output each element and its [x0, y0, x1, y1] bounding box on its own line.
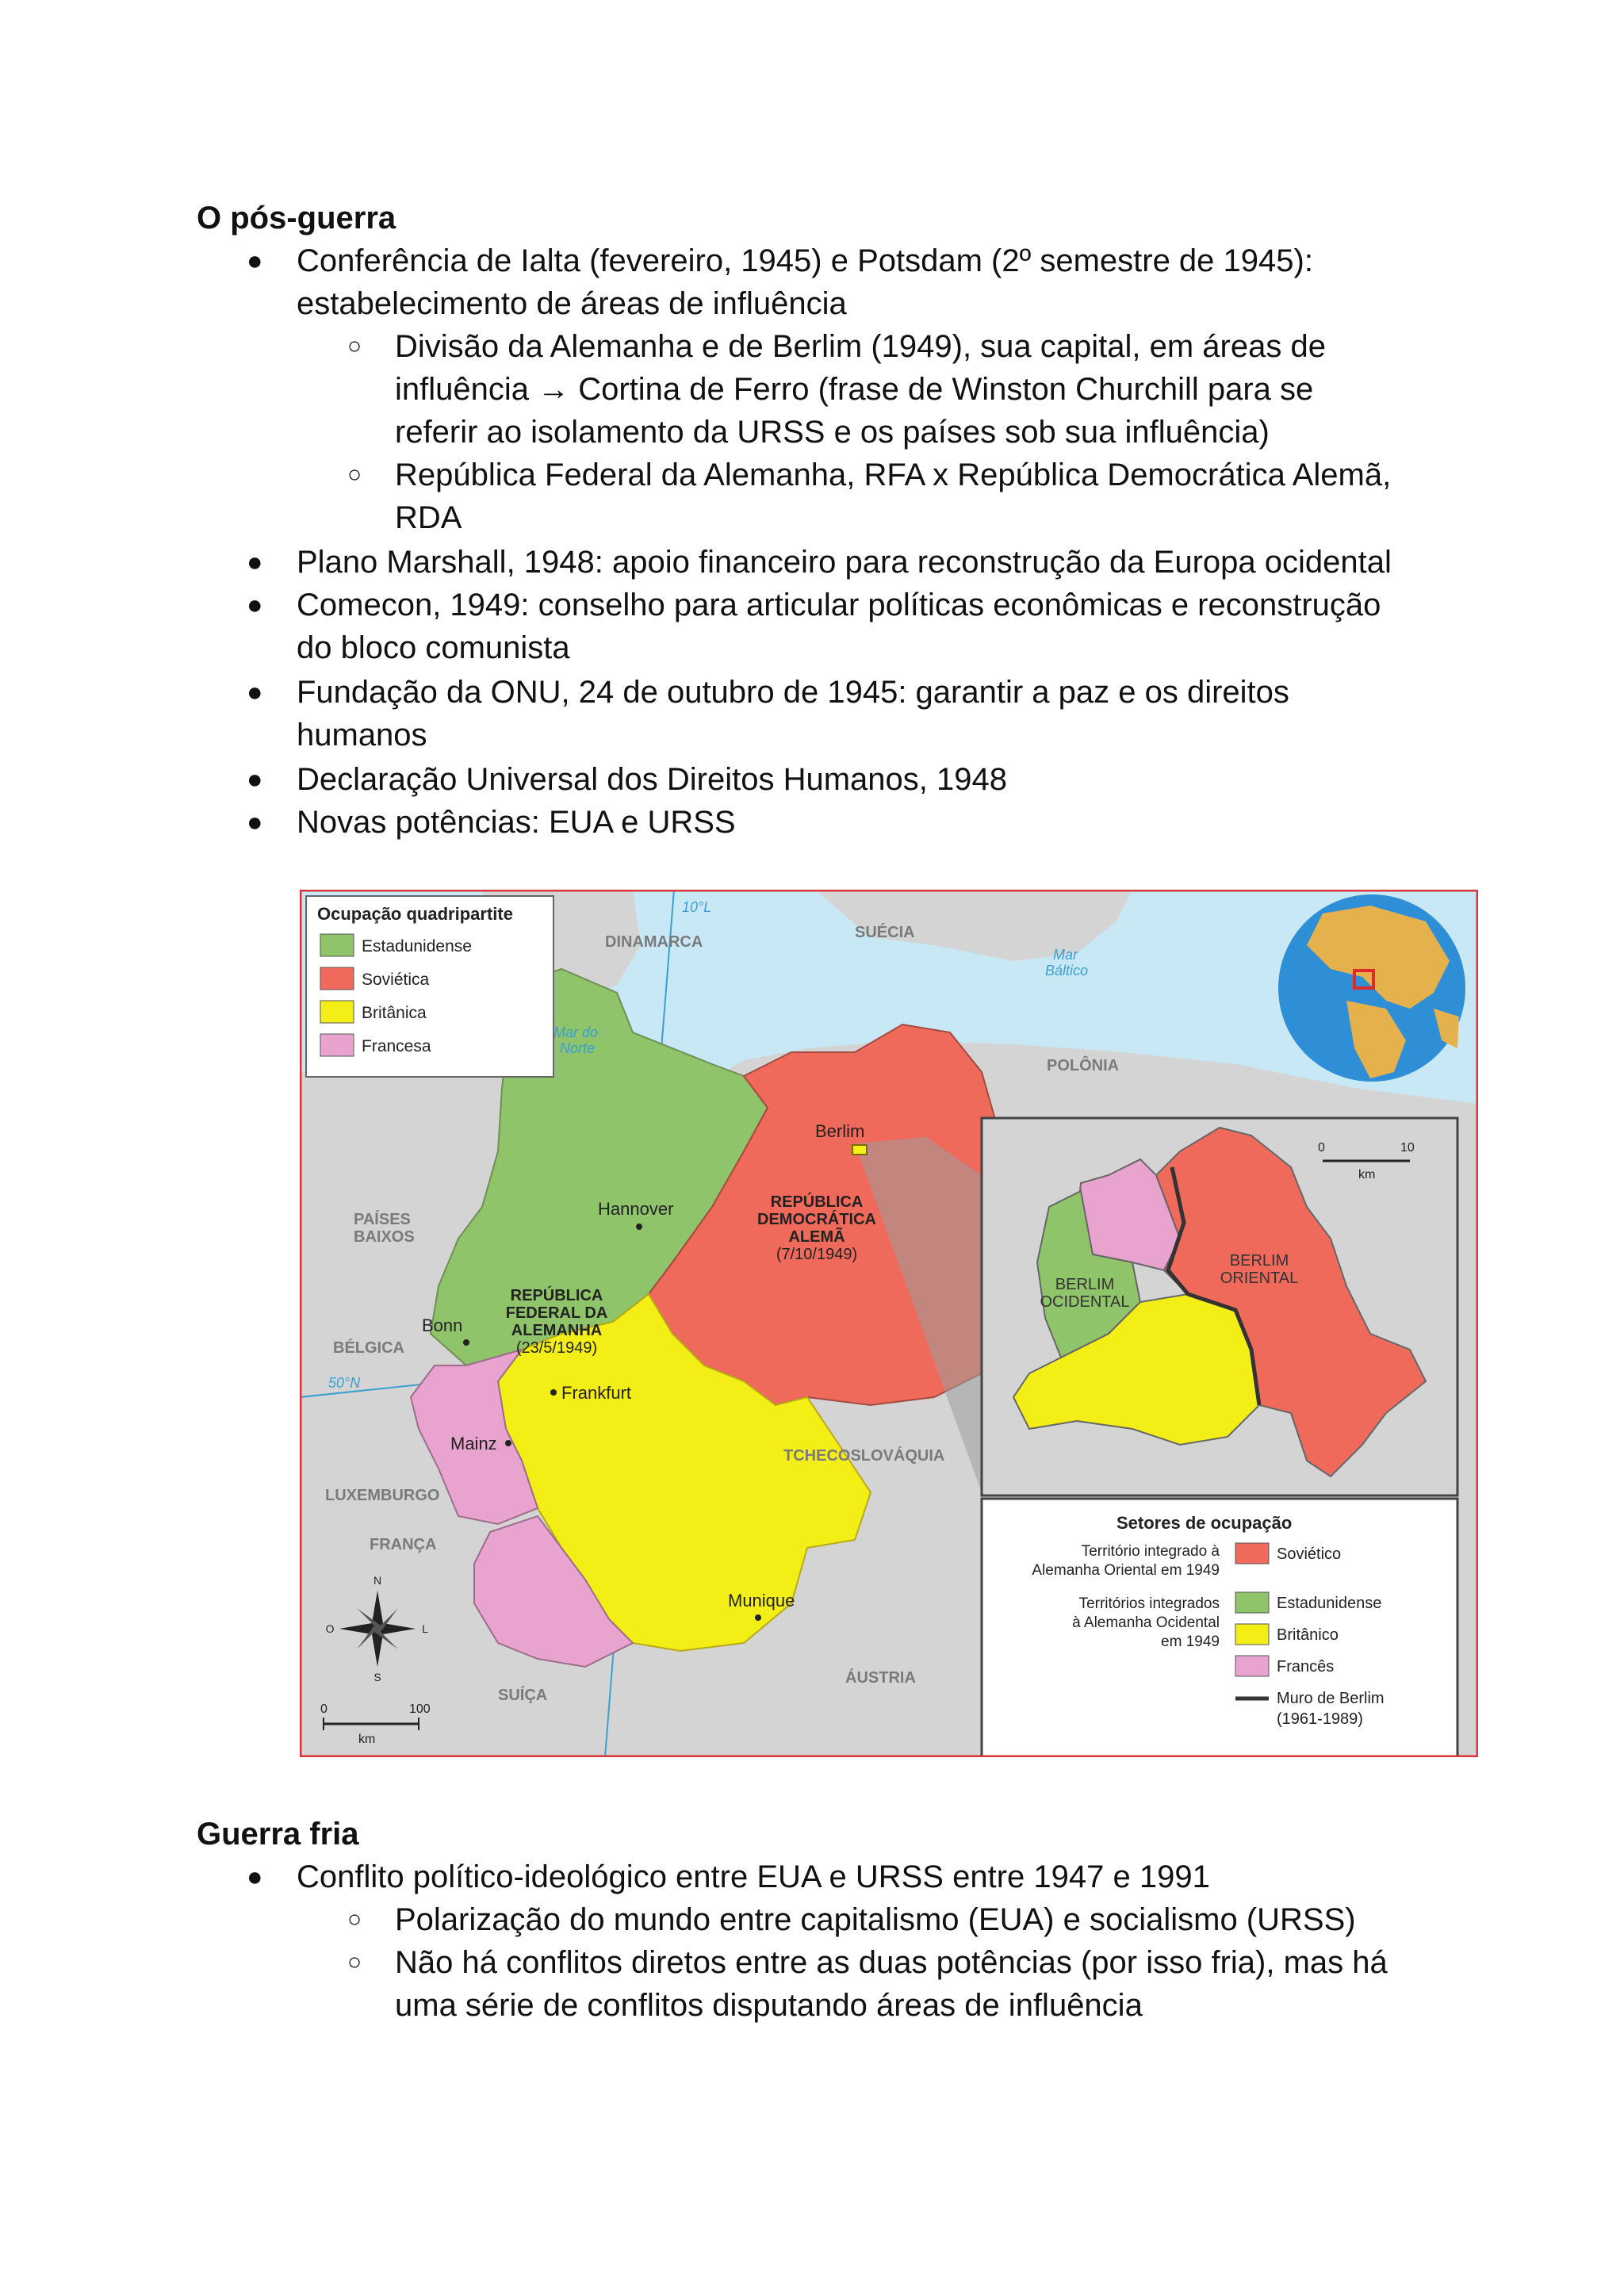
label-rfa-3: ALEMANHA: [511, 1322, 603, 1339]
label-polonia: POLÔNIA: [1047, 1057, 1120, 1074]
label-hannover: Hannover: [598, 1199, 674, 1219]
legend-swatch-soviet: [320, 967, 354, 990]
sector-swatch-french: [1235, 1656, 1269, 1676]
legend-label-french: Francesa: [362, 1037, 431, 1055]
sub-item-text: uma série de conflitos disputando áreas de influência: [395, 1988, 1143, 2023]
list-item-text: Novas potências: EUA e URSS: [297, 805, 736, 840]
bullet-dot: ●: [247, 677, 263, 707]
list-item-text: Comecon, 1949: conselho para articular políticas econômicas e reconstrução: [297, 588, 1381, 622]
bullet-dot: ●: [247, 764, 263, 795]
label-paises-baixos-2: BAIXOS: [354, 1228, 415, 1246]
city-dot-mainz: [505, 1440, 511, 1446]
label-rda-2: DEMOCRÁTICA: [757, 1211, 876, 1228]
legend-swatch-british: [320, 1001, 354, 1023]
map-legend: [306, 896, 553, 1077]
inset-scale-10: 10: [1400, 1141, 1415, 1155]
legend-label-british: Britânica: [362, 1004, 427, 1022]
label-dinamarca: DINAMARCA: [605, 933, 703, 951]
list-item-text: Conflito político-ideológico entre EUA e URSS entre 1947 e 1991: [297, 1859, 1210, 1894]
label-mar-norte-1: Mar do: [553, 1024, 599, 1040]
sector-swatch-us: [1235, 1592, 1269, 1613]
label-rda-3: ALEMÃ: [788, 1228, 845, 1246]
label-belgica: BÉLGICA: [333, 1339, 404, 1357]
list-item-text: Conferência de Ialta (fevereiro, 1945) e Potsdam (2º semestre de 1945):: [297, 243, 1313, 278]
list-item-text: Declaração Universal dos Direitos Humanos, 1948: [297, 762, 1007, 797]
compass-s: S: [373, 1671, 381, 1683]
label-rfa-2: FEDERAL DA: [505, 1304, 608, 1322]
sector-swatch-soviet: [1235, 1543, 1269, 1564]
label-rda-4: (7/10/1949): [776, 1246, 858, 1263]
label-rfa-4: (23/5/1949): [515, 1339, 598, 1357]
list-item-text: Fundação da ONU, 24 de outubro de 1945: garantir a paz e os direitos: [297, 675, 1289, 710]
east-caption-1: Território integrado à: [1081, 1543, 1220, 1560]
compass-l: L: [422, 1622, 428, 1635]
sector-label-french: Francês: [1277, 1658, 1335, 1676]
sub-bullet-circle: ○: [347, 461, 362, 488]
label-frankfurt: Frankfurt: [561, 1383, 632, 1403]
germany-occupation-map: [300, 890, 1478, 1757]
sub-item-text: Não há conflitos diretos entre as duas potências (por isso fria), mas há: [395, 1945, 1388, 1980]
label-meridian: 10°L: [682, 899, 712, 915]
label-austria: ÁUSTRIA: [845, 1669, 916, 1687]
compass-o: O: [325, 1622, 335, 1635]
label-luxemburgo: LUXEMBURGO: [325, 1487, 440, 1504]
inset-label-east-2: ORIENTAL: [1220, 1270, 1299, 1287]
sector-swatch-british: [1235, 1624, 1269, 1645]
label-suica: SUÍÇA: [498, 1687, 548, 1704]
label-mar-norte-2: Norte: [560, 1040, 596, 1056]
berlin-inset: [982, 1118, 1457, 1496]
scale-label-0: 0: [320, 1702, 327, 1716]
wall-label-2: (1961-1989): [1277, 1710, 1363, 1728]
bullet-dot: ●: [247, 1862, 263, 1892]
berlin-marker: [852, 1145, 867, 1155]
sub-bullet-circle: ○: [347, 1949, 362, 1975]
east-caption-2: Alemanha Oriental em 1949: [1032, 1562, 1220, 1579]
city-dot-munique: [755, 1614, 761, 1621]
legend-label-us: Estadunidense: [362, 937, 472, 956]
legend-title: Ocupação quadripartite: [317, 904, 513, 924]
section-heading-pos-guerra: O pós-guerra: [197, 201, 396, 236]
label-tchecoslovaquia: TCHECOSLOVÁQUIA: [783, 1447, 945, 1465]
sub-item-text: República Federal da Alemanha, RFA x República Democrática Alemã,: [395, 458, 1392, 492]
list-item-text: humanos: [297, 718, 427, 753]
label-rda-1: REPÚBLICA: [770, 1193, 864, 1211]
label-mar-baltico-1: Mar: [1053, 947, 1078, 963]
scale-label-100: 100: [409, 1702, 431, 1716]
inset-label-west-1: BERLIM: [1055, 1276, 1115, 1293]
wall-label-1: Muro de Berlim: [1277, 1690, 1385, 1707]
list-item-text: do bloco comunista: [297, 630, 570, 665]
sector-label-soviet: Soviético: [1277, 1545, 1342, 1563]
sub-item-text: influência → Cortina de Ferro (frase de Winston Churchill para se: [395, 372, 1314, 407]
sector-label-british: Britânico: [1277, 1626, 1339, 1644]
list-item-text: estabelecimento de áreas de influência: [297, 286, 847, 321]
label-mainz: Mainz: [450, 1434, 497, 1453]
globe-icon: [1278, 894, 1465, 1082]
sub-item-text: Polarização do mundo entre capitalismo (EUA) e socialismo (URSS): [395, 1902, 1356, 1937]
west-caption-1: Territórios integrados: [1078, 1595, 1220, 1612]
sub-item-text: RDA: [395, 500, 462, 535]
label-franca: FRANÇA: [370, 1536, 437, 1553]
sub-bullet-circle: ○: [347, 1906, 362, 1932]
city-dot-hannover: [636, 1224, 642, 1230]
label-parallel: 50°N: [328, 1375, 361, 1391]
city-dot-frankfurt: [550, 1389, 557, 1396]
compass-n: N: [373, 1574, 382, 1587]
sectors-legend: [982, 1499, 1457, 1757]
sub-item-text: referir ao isolamento da URSS e os países sob sua influência): [395, 415, 1270, 450]
bullet-dot: ●: [247, 590, 263, 620]
sectors-legend-title: Setores de ocupação: [1116, 1513, 1293, 1533]
sub-item-text: Divisão da Alemanha e de Berlim (1949), sua capital, em áreas de: [395, 329, 1326, 364]
section-heading-guerra-fria: Guerra fria: [197, 1817, 359, 1852]
inset-label-east-1: BERLIM: [1229, 1252, 1289, 1270]
inset-label-west-2: OCIDENTAL: [1040, 1293, 1130, 1311]
label-paises-baixos-1: PAÍSES: [354, 1211, 411, 1228]
label-bonn: Bonn: [422, 1316, 463, 1335]
inset-scale-0: 0: [1318, 1141, 1325, 1155]
label-mar-baltico-2: Báltico: [1045, 963, 1089, 978]
label-munique: Munique: [728, 1591, 795, 1610]
city-dot-bonn: [463, 1339, 469, 1346]
sector-label-us: Estadunidense: [1277, 1595, 1382, 1612]
legend-swatch-us: [320, 934, 354, 956]
inset-scale-km: km: [1358, 1168, 1376, 1181]
list-item-text: Plano Marshall, 1948: apoio financeiro para reconstrução da Europa ocidental: [297, 545, 1392, 580]
legend-swatch-french: [320, 1034, 354, 1056]
bullet-dot: ●: [247, 246, 263, 276]
west-caption-3: em 1949: [1161, 1633, 1220, 1650]
legend-label-soviet: Soviética: [362, 971, 430, 989]
label-rfa-1: REPÚBLICA: [510, 1287, 603, 1304]
label-berlim: Berlim: [815, 1121, 865, 1141]
bullet-dot: ●: [247, 547, 263, 577]
scale-label-km: km: [358, 1733, 376, 1746]
west-caption-2: à Alemanha Ocidental: [1072, 1614, 1220, 1631]
label-suecia: SUÉCIA: [855, 924, 915, 941]
bullet-dot: ●: [247, 807, 263, 837]
sub-bullet-circle: ○: [347, 333, 362, 359]
